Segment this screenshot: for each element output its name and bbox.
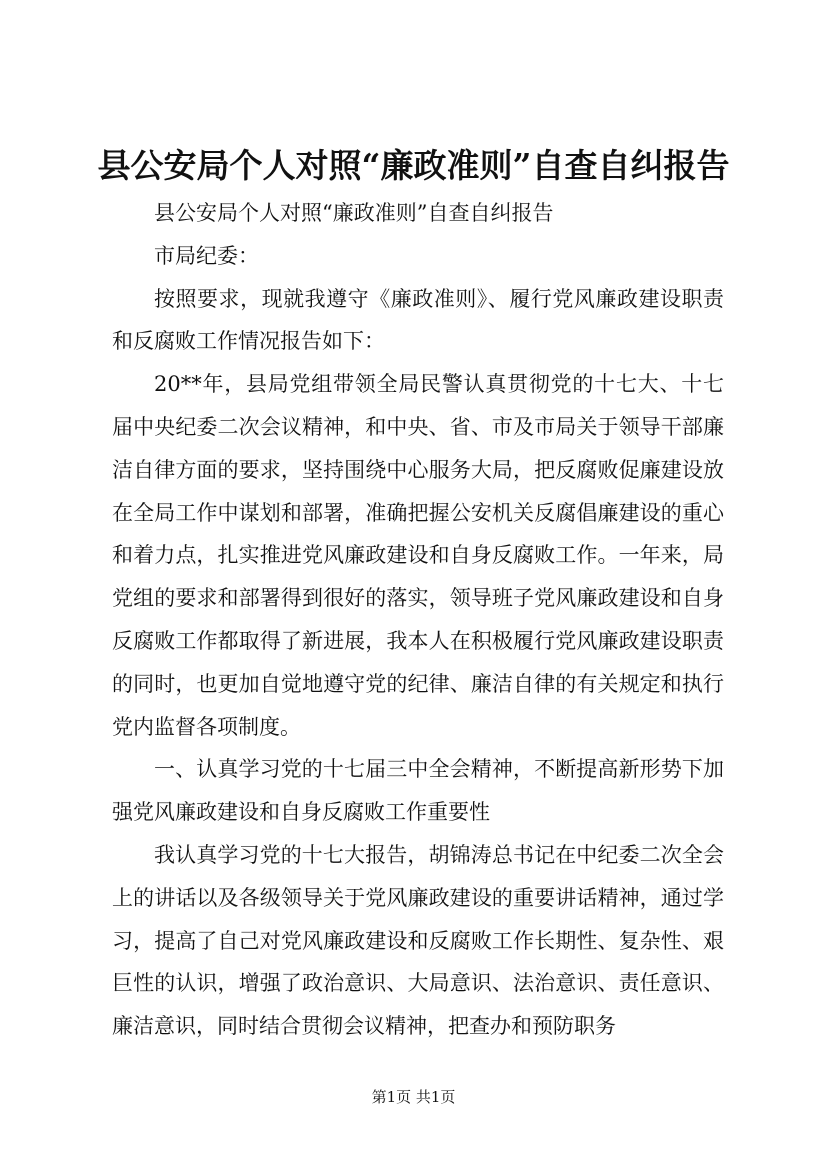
page-footer: 第1页 共1页 [371, 1088, 456, 1106]
document-body [112, 192, 724, 1048]
salutation: 市局纪委： [154, 243, 259, 268]
document-title: 县公安局个人对照“廉政准则”自查自纠报告 [97, 146, 730, 185]
section-heading-1: 一、认真学习党的十七届三中全会精神，不断提高新形势下加强党风廉政建设和自身反腐败工作重要性 [112, 757, 724, 825]
document-subtitle: 县公安局个人对照“廉政准则”自查自纠报告 [154, 201, 554, 225]
paragraph-1: 按照要求，现就我遵守《廉政准则》、履行党风廉政建设职责和反腐败工作情况报告如下： [112, 286, 724, 354]
paragraph-2: 20**年，县局党组带领全局民警认真贯彻党的十七大、十七届中央纪委二次会议精神，和中央、省、市及市局关于领导干部廉洁自律方面的要求，坚持围绕中心服务大局，把反腐败促廉建设放在全局工作中谋划和部署，准确把握公安机关反腐倡廉建设的重心和着力点，扎实推进党风廉政建设和自身反腐败工作。一年来，局党组的要求和部署得到很好的落实，领导班子党风廉政建设和自身反腐败工作都取得了新进展，我本人在积极履行党风廉政建设职责的同时，也更加自觉地遵守党的纪律、廉洁自律的有关规定和执行党内监督各项制度。 [112, 372, 724, 739]
paragraph-3: 我认真学习党的十七大报告，胡锦涛总书记在中纪委二次全会上的讲话以及各级领导关于党风廉政建设的重要讲话精神，通过学习，提高了自己对党风廉政建设和反腐败工作长期性、复杂性、艰巨性的认识，增强了政治意识、大局意识、法治意识、责任意识、廉洁意识，同时结合贯彻会议精神，把查办和预防职务 [112, 842, 724, 1039]
